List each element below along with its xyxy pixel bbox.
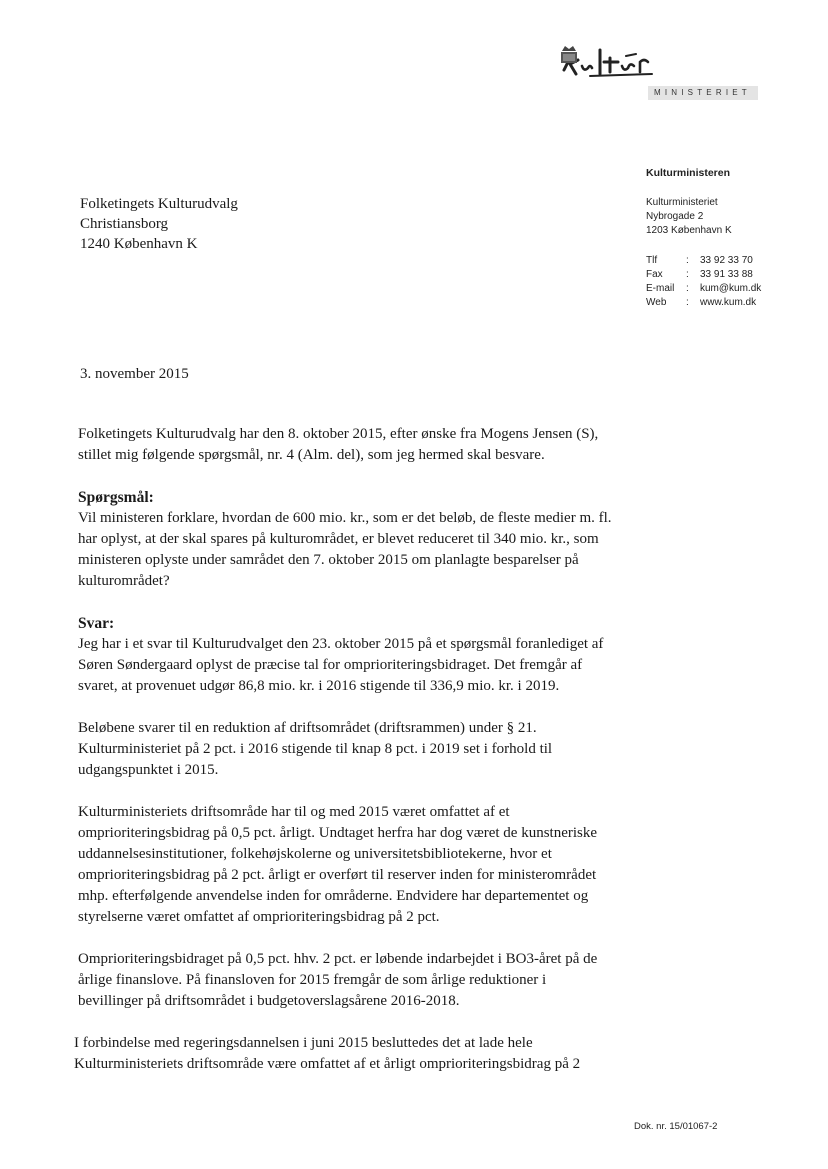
text-line: omprioriteringsbidrag på 2 pct. årligt er overført til reserver inden for ministerområdet — [78, 867, 597, 883]
recipient-line: 1240 København K — [80, 236, 198, 252]
text-line: stillet mig følgende spørgsmål, nr. 4 (Alm. del), som jeg hermed skal besvare. — [78, 447, 545, 463]
question-heading: Spørgsmål: — [78, 489, 154, 506]
answer-paragraph — [78, 634, 678, 697]
contact-label: Tlf — [646, 255, 658, 266]
text-line: Vil ministeren forklare, hvordan de 600 mio. kr., som er det beløb, de fleste medier m. fl. — [78, 510, 612, 526]
contact-list — [646, 254, 761, 310]
text-line: Kulturministeriets driftsområde har til og med 2015 været omfattet af et — [78, 804, 510, 820]
contact-web — [646, 296, 761, 310]
contact-fax — [646, 268, 761, 282]
sender-address-line: Kulturministeriet — [646, 197, 718, 208]
text-line: mhp. efterfølgende anvendelse inden for områderne. Endvidere har departementet og — [78, 888, 589, 904]
intro-paragraph — [78, 424, 678, 466]
contact-value: www.kum.dk — [700, 297, 757, 308]
contact-separator: : — [686, 283, 689, 294]
sender-title: Kulturministeren — [646, 167, 731, 179]
contact-value: 33 91 33 88 — [700, 269, 753, 280]
text-line: Omprioriteringsbidraget på 0,5 pct. hhv. 2 pct. er løbende indarbejdet i BO3-året på de — [78, 951, 598, 967]
contact-phone — [646, 254, 761, 268]
text-line: Beløbene svarer til en reduktion af driftsområdet (driftsrammen) under § 21. — [78, 720, 537, 736]
letter-date: 3. november 2015 — [80, 366, 189, 382]
text-line: I forbindelse med regeringsdannelsen i juni 2015 besluttedes det at lade hele — [74, 1035, 533, 1051]
kultur-signature-logo — [560, 44, 690, 84]
text-line: Jeg har i et svar til Kulturudvalget den 23. oktober 2015 på et spørgsmål foranlediget af — [78, 636, 604, 652]
text-line: bevillinger på driftsområdet i budgetoverslagsårene 2016-2018. — [78, 993, 460, 1009]
text-line: har oplyst, at der skal spares på kulturområdet, er blevet reduceret til 340 mio. kr., som — [78, 531, 599, 547]
text-line: Søren Søndergaard oplyst de præcise tal for omprioriteringsbidraget. Det fremgår af — [78, 657, 583, 673]
logo-subtitle: MINISTERIET — [648, 86, 758, 100]
ministry-logo — [560, 44, 750, 100]
answer-paragraph — [78, 949, 678, 1012]
contact-separator: : — [686, 297, 689, 308]
recipient-address — [80, 194, 238, 254]
contact-value: 33 92 33 70 — [700, 255, 753, 266]
sender-address-line: Nybrogade 2 — [646, 211, 704, 222]
contact-separator: : — [686, 255, 689, 266]
crown-crest-icon — [560, 44, 578, 64]
document-number: Dok. nr. 15/01067-2 — [634, 1121, 718, 1132]
text-line: omprioriteringsbidrag på 0,5 pct. årligt. Undtaget herfra har dog været de kunstneriske — [78, 825, 598, 841]
text-line: årlige finanslove. På finansloven for 2015 fremgår de som årlige reduktioner i — [78, 972, 547, 988]
text-line: uddannelsesinstitutioner, folkehøjskolerne og universitetsbibliotekerne, hvor et — [78, 846, 552, 862]
answer-paragraph — [78, 718, 678, 781]
contact-label: Web — [646, 297, 667, 308]
recipient-line: Christiansborg — [80, 216, 169, 232]
answer-paragraph — [74, 1033, 678, 1075]
contact-email — [646, 282, 761, 296]
contact-label: Fax — [646, 269, 663, 280]
text-line: svaret, at provenuet udgør 86,8 mio. kr. i 2016 stigende til 336,9 mio. kr. i 2019. — [78, 678, 560, 694]
contact-separator: : — [686, 269, 689, 280]
text-line: Folketingets Kulturudvalg har den 8. oktober 2015, efter ønske fra Mogens Jensen (S), — [78, 426, 599, 442]
contact-label: E-mail — [646, 283, 675, 294]
sender-address-line: 1203 København K — [646, 225, 732, 236]
text-line: Kulturministeriets driftsområde være omfattet af et årligt omprioriteringsbidrag på 2 — [74, 1056, 581, 1072]
sender-block — [646, 167, 761, 310]
answer-heading: Svar: — [78, 615, 115, 632]
contact-value: kum@kum.dk — [700, 283, 762, 294]
text-line: ministeren oplyste under samrådet den 7. oktober 2015 om planlagte besparelser på — [78, 552, 579, 568]
text-line: Kulturministeriet på 2 pct. i 2016 stigende til knap 8 pct. i 2019 set i forhold til — [78, 741, 553, 757]
recipient-line: Folketingets Kulturudvalg — [80, 196, 238, 212]
text-line: udgangspunktet i 2015. — [78, 762, 219, 778]
question-paragraph — [78, 508, 678, 592]
answer-paragraph — [78, 802, 678, 928]
letter-body — [74, 424, 678, 1075]
text-line: styrelserne været omfattet af omprioriteringsbidrag på 2 pct. — [78, 909, 440, 925]
text-line: kulturområdet? — [78, 573, 170, 589]
